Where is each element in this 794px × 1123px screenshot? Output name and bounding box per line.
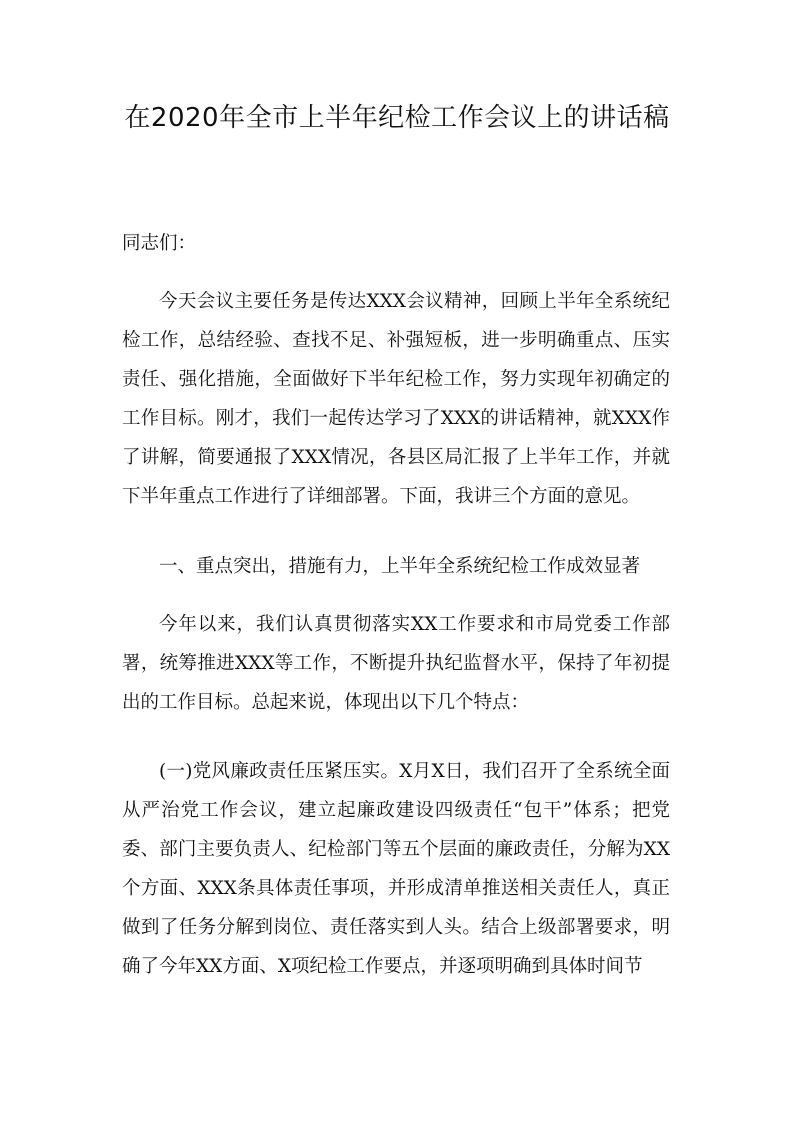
document-title: 在2020年全市上半年纪检工作会议上的讲话稿 (124, 103, 670, 133)
paragraph-section-1-intro: 今年以来，我们认真贯彻落实XX工作要求和市局党委工作部署，统筹推进XXX等工作，不断提升执纪监督水平，保持了年初提出的工作目标。总起来说，体现出以下几个特点： (122, 614, 670, 713)
section-heading-1: 一、重点突出，措施有力，上半年全系统纪检工作成效显著 (159, 556, 641, 577)
salutation: 同志们： (122, 233, 197, 254)
paragraph-item-1: (一)党风廉政责任压紧压实。X月X日，我们召开了全系统全面从严治党工作会议，建立起廉政建设四级责任“包干”体系；把党委、部门主要负责人、纪检部门等五个层面的廉政责任，分解为XX个方面、XXX条具体责任事项，并形成清单推送相关责任人，真正做到了任务分解到岗位、责任落实到人头。结合上级部署要求，明确了今年XX方面、X项纪检工作要点，并逐项明确到具体时间节 (122, 761, 670, 977)
paragraph-opening: 今天会议主要任务是传达XXX会议精神，回顾上半年全系统纪检工作，总结经验、查找不足、补强短板，进一步明确重点、压实责任、强化措施，全面做好下半年纪检工作，努力实现年初确定的工作目标。刚才，我们一起传达学习了XXX的讲话精神，就XXX作了讲解，简要通报了XXX情况，各县区局汇报了上半年工作，并就下半年重点工作进行了详细部署。下面，我讲三个方面的意见。 (122, 291, 670, 507)
